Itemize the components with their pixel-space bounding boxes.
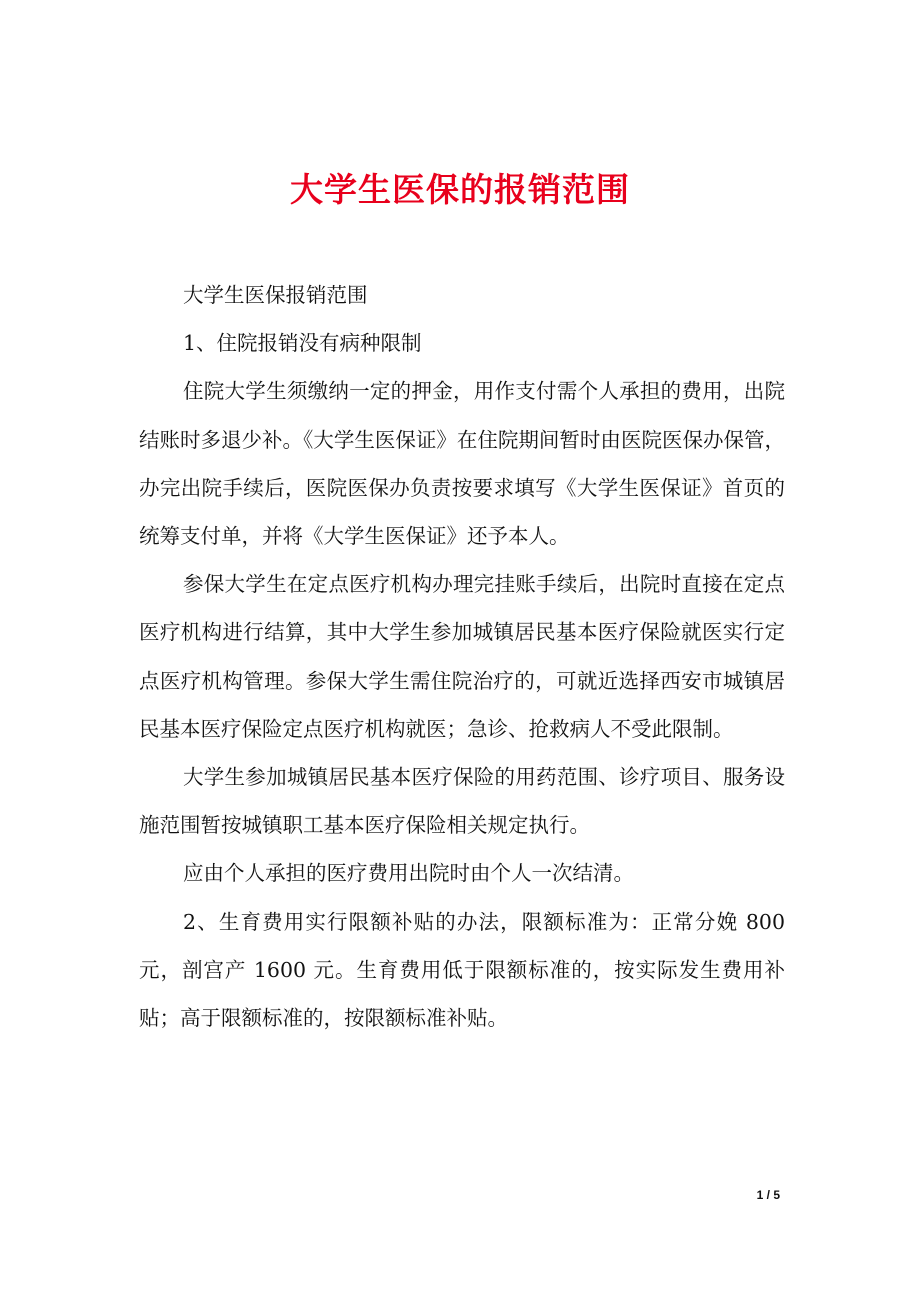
paragraph-item-1: 1、住院报销没有病种限制 (183, 331, 422, 356)
page-number: 1 / 5 (756, 1188, 780, 1202)
document-body (139, 271, 785, 1042)
paragraph-settlement: 参保大学生在定点医疗机构办理完挂账手续后，出院时直接在定点医疗机构进行结算，其中大学生参加城镇居民基本医疗保险就医实行定点医疗机构管理。参保大学生需住院治疗的，可就近选择西安市城镇居民基本医疗保险定点医疗机构就医；急诊、抢救病人不受此限制。 (139, 572, 785, 741)
paragraph-scope: 大学生参加城镇居民基本医疗保险的用药范围、诊疗项目、服务设施范围暂按城镇职工基本医疗保险相关规定执行。 (139, 765, 785, 838)
paragraph-heading: 大学生医保报销范围 (183, 283, 368, 307)
paragraph-personal-cost: 应由个人承担的医疗费用出院时由个人一次结清。 (183, 861, 634, 886)
document-title: 大学生医保的报销范围 (290, 170, 630, 210)
paragraph-deposit: 住院大学生须缴纳一定的押金，用作支付需个人承担的费用，出院结账时多退少补。《大学生医保证》在住院期间暂时由医院医保办保管，办完出院手续后，医院医保办负责按要求填写《大学生医保证》首页的统筹支付单，并将《大学生医保证》还予本人。 (139, 379, 785, 549)
paragraph-item-2: 2、生育费用实行限额补贴的办法，限额标准为：正常分娩 800 元，剖宫产 1600 元。生育费用低于限额标准的，按实际发生费用补贴；高于限额标准的，按限额标准补贴。 (139, 909, 785, 1031)
